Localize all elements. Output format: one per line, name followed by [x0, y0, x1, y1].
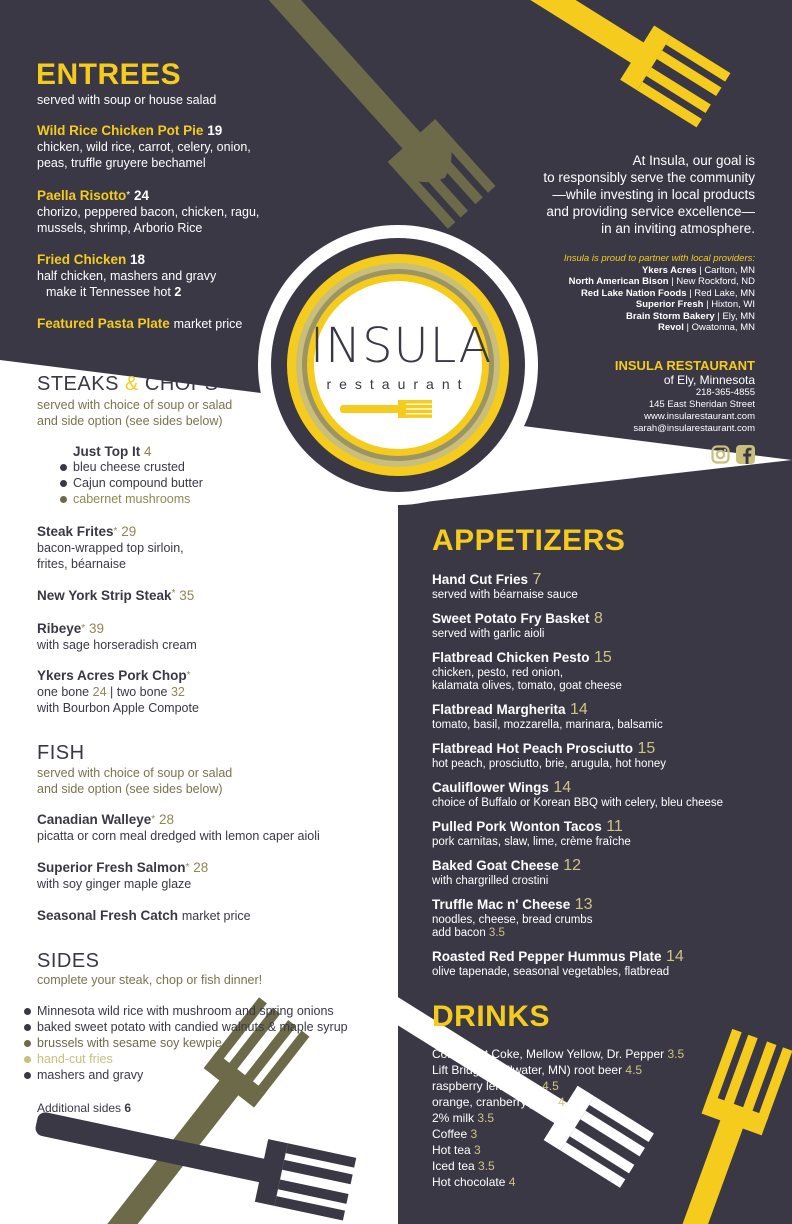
item-price: 29 — [121, 524, 137, 539]
partner-name: Ykers Acres — [641, 264, 697, 276]
side-label: hand-cut fries — [37, 1052, 113, 1066]
steak-item-ny-strip — [37, 588, 194, 603]
item-name: New York Strip Steak — [37, 588, 172, 603]
item-desc: with Bourbon Apple Compote — [37, 701, 199, 715]
item-desc: picatta or corn meal dredged with lemon caper aioli — [37, 829, 320, 843]
partners-list — [564, 253, 755, 334]
appetizer-item — [432, 896, 772, 948]
item-name: Flatbread Margherita — [432, 702, 566, 717]
separator: | — [683, 322, 692, 333]
item-price: 24 — [92, 685, 107, 699]
item-mark: * — [185, 862, 190, 873]
side-item — [24, 1020, 348, 1034]
drink-item — [432, 1094, 684, 1110]
restaurant-city: of Ely, Minnesota — [663, 373, 755, 387]
drink-price: 4 — [508, 1175, 516, 1189]
separator: | — [106, 685, 117, 699]
item-price: 8 — [594, 610, 603, 627]
item-desc: olive tapenade, seasonal vegetables, flatbread — [432, 966, 670, 978]
item-mark: * — [126, 190, 131, 201]
item-name: Ribeye — [37, 621, 82, 636]
item-desc: add bacon — [432, 927, 486, 939]
item-price: 32 — [170, 685, 185, 699]
topit-option — [60, 476, 203, 490]
drinks-title: DRINKS — [432, 1000, 551, 1033]
item-desc: choice of Buffalo or Korean BBQ with celery, bleu cheese — [432, 797, 724, 809]
mission-line: to responsibly serve the community — [543, 170, 755, 185]
option-label: Cajun compound butter — [73, 476, 203, 490]
option-label: cabernet mushrooms — [73, 492, 191, 506]
appetizer-item — [432, 948, 772, 987]
item-price: 15 — [637, 740, 656, 757]
item-desc: chicken, pesto, red onion, — [432, 667, 564, 679]
drink-price: 3.5 — [478, 1159, 495, 1173]
item-name: Wild Rice Chicken Pot Pie — [37, 123, 204, 138]
drink-price: 4.5 — [625, 1063, 643, 1077]
partner-name: Superior Fresh — [635, 299, 704, 310]
item-mark: * — [151, 814, 156, 825]
drink-item — [432, 1062, 684, 1078]
item-price: market price — [173, 317, 243, 331]
bullet-dot — [24, 1056, 31, 1063]
item-price: 14 — [553, 779, 572, 796]
title-part: CHOPS — [144, 373, 219, 395]
mission-line: —while investing in local products — [552, 187, 755, 202]
title-amp: & — [124, 373, 139, 395]
restaurant-name: INSULA RESTAURANT — [614, 358, 755, 373]
steak-item-ribeye — [37, 621, 197, 653]
side-label: brussels with sesame soy kewpie — [37, 1036, 222, 1050]
side-item — [24, 1068, 143, 1082]
side-item — [24, 1036, 222, 1050]
subtitle-line: and side option (see sides below) — [37, 782, 223, 796]
drink-name: Coke, Diet Coke, Mellow Yellow, Dr. Pepper — [432, 1047, 665, 1061]
drink-name: Coffee — [432, 1127, 468, 1141]
side-item — [24, 1004, 334, 1018]
item-price: 39 — [88, 621, 104, 636]
item-desc: tomato, basil, mozzarella, marinara, balsamic — [432, 719, 663, 731]
drink-name: 2% milk — [432, 1111, 475, 1125]
item-name: Featured Pasta Plate — [37, 316, 170, 331]
just-top-it — [73, 444, 152, 459]
sides-subtitle: complete your steak, chop or fish dinner! — [37, 973, 263, 987]
steak-item-frites — [37, 524, 184, 572]
bullet-dot — [24, 1008, 31, 1015]
separator: | — [668, 276, 677, 287]
appetizer-list — [432, 571, 772, 987]
side-label: Minnesota wild rice with mushroom and spring onions — [37, 1004, 334, 1018]
partner-place: Ely, MN — [722, 310, 755, 322]
separator: | — [686, 287, 695, 299]
partner-place: New Rockford, ND — [676, 276, 755, 287]
side-label: baked sweet potato with candied walnuts & maple syrup — [37, 1020, 348, 1034]
drink-price: 3.5 — [667, 1047, 685, 1061]
item-desc: two bone — [116, 685, 168, 699]
item-price: 3.5 — [488, 927, 505, 939]
item-desc: with sage horseradish cream — [37, 638, 197, 652]
entree-item-pasta — [37, 316, 242, 331]
drink-item — [432, 1126, 684, 1142]
item-name: Flatbread Hot Peach Prosciutto — [432, 741, 634, 756]
drink-item — [432, 1174, 684, 1190]
fish-item-salmon — [37, 860, 208, 892]
contact-block — [615, 358, 755, 435]
drink-item — [432, 1110, 684, 1126]
drink-name: raspberry lemonade — [432, 1079, 539, 1093]
steaks-title — [37, 373, 219, 396]
item-desc: with chargrilled crostini — [432, 875, 549, 887]
appetizer-item — [432, 740, 772, 779]
separator: | — [703, 299, 712, 310]
item-price: 11 — [606, 818, 623, 835]
item-name: Just Top It — [73, 444, 141, 459]
entree-item-fried-chicken — [37, 252, 216, 300]
bullet-dot — [60, 480, 67, 487]
appetizer-item — [432, 857, 772, 896]
item-price: 4 — [144, 444, 152, 459]
item-price: 2 — [174, 285, 182, 299]
item-name: Flatbread Chicken Pesto — [432, 650, 590, 665]
drink-item — [432, 1046, 684, 1062]
item-price: market price — [181, 909, 251, 923]
mission-line: At Insula, our goal is — [632, 153, 755, 168]
item-desc: make it Tennessee hot — [46, 285, 171, 299]
fish-subtitle — [37, 765, 232, 797]
partner-item — [564, 311, 755, 323]
partner-item — [564, 276, 755, 288]
separator: | — [696, 264, 705, 276]
item-desc: mussels, shrimp, Arborio Rice — [37, 221, 203, 235]
appetizer-item — [432, 779, 772, 818]
item-desc: hot peach, prosciutto, brie, arugula, hot honey — [432, 758, 666, 770]
item-desc: served with béarnaise sauce — [432, 589, 578, 601]
entree-item-paella — [37, 188, 259, 236]
partners-intro: Insula is proud to partner with local providers: — [563, 253, 755, 264]
partner-place: Owatonna, MN — [691, 322, 755, 333]
item-price: 35 — [179, 588, 195, 603]
item-price: 19 — [207, 123, 223, 138]
item-name: Baked Goat Cheese — [432, 858, 559, 873]
mission-line: in an inviting atmosphere. — [601, 221, 755, 236]
option-label: bleu cheese crusted — [73, 460, 185, 474]
item-mark: * — [186, 670, 191, 681]
instagram-icon[interactable] — [711, 445, 730, 464]
drink-item — [432, 1158, 684, 1174]
drink-name: Hot tea — [432, 1143, 471, 1157]
mission-line: and providing service excellence— — [546, 204, 755, 219]
mission-statement — [543, 152, 755, 237]
item-name: Fried Chicken — [37, 252, 127, 267]
appetizer-item — [432, 571, 772, 610]
item-price: 28 — [158, 812, 174, 827]
partner-name: Red Lake Nation Foods — [580, 287, 687, 299]
item-mark: * — [171, 588, 176, 599]
sides-title: SIDES — [37, 950, 100, 972]
address: 145 East Sheridan Street — [648, 399, 755, 410]
item-name: Truffle Mac n' Cheese — [432, 897, 571, 912]
item-price: 24 — [133, 188, 149, 203]
entrees-title: ENTREES — [36, 58, 182, 91]
item-price: 14 — [666, 948, 684, 965]
item-price: 13 — [574, 896, 593, 913]
partner-name: Revol — [658, 322, 684, 333]
item-name: Canadian Walleye — [37, 812, 152, 827]
steaks-subtitle — [37, 397, 232, 429]
email-link[interactable]: sarah@insularestaurant.com — [633, 423, 755, 434]
item-name: Cauliflower Wings — [432, 780, 549, 795]
drink-price: 4.5 — [542, 1079, 559, 1093]
item-mark: * — [81, 623, 86, 634]
topit-option — [60, 492, 190, 506]
item-name: Paella Risotto — [37, 188, 127, 203]
partner-place: Red Lake, MN — [694, 287, 755, 299]
fish-item-walleye — [37, 812, 320, 844]
drink-price: 3 — [470, 1127, 478, 1141]
side-label: mashers and gravy — [37, 1068, 144, 1082]
fish-title: FISH — [37, 742, 85, 764]
partner-item — [564, 265, 755, 277]
item-desc: one bone — [37, 685, 90, 699]
bullet-dot — [60, 496, 67, 503]
drink-name: Hot chocolate — [432, 1175, 506, 1189]
partner-item — [564, 299, 755, 311]
item-price: 14 — [569, 701, 588, 718]
item-desc: served with garlic aioli — [432, 628, 545, 640]
entrees-subtitle: served with soup or house salad — [37, 93, 217, 107]
topit-option — [60, 460, 185, 474]
partner-name: Brain Storm Bakery — [626, 310, 715, 322]
drink-name: Iced tea — [432, 1159, 475, 1173]
additional-sides — [37, 1101, 131, 1115]
item-desc: noodles, cheese, bread crumbs — [432, 914, 593, 926]
subtitle-line: and side option (see sides below) — [37, 414, 223, 428]
drinks-list — [432, 1046, 684, 1190]
drink-item — [432, 1142, 684, 1158]
entree-item-pot-pie — [37, 123, 251, 171]
side-item — [24, 1052, 113, 1066]
facebook-icon[interactable] — [736, 445, 755, 464]
partner-item — [564, 322, 755, 334]
item-desc: frites, béarnaise — [37, 557, 126, 571]
phone: 218-365-4855 — [695, 387, 755, 398]
item-price: 18 — [130, 252, 146, 267]
item-name: Steak Frites — [37, 524, 114, 539]
drink-price: 3 — [474, 1143, 481, 1157]
item-name: Pulled Pork Wonton Tacos — [432, 819, 602, 834]
item-desc: chicken, wild rice, carrot, celery, onion, — [37, 140, 251, 154]
steak-item-pork-chop — [37, 668, 199, 716]
drink-price: 4 — [558, 1095, 565, 1109]
bullet-dot — [24, 1072, 31, 1079]
partner-item — [564, 288, 755, 300]
item-desc: pork carnitas, slaw, lime, crème fraîche — [432, 836, 631, 848]
partner-name: North American Bison — [568, 276, 669, 287]
drink-name: orange, cranberry juice — [432, 1095, 555, 1109]
additional-price: 6 — [124, 1101, 132, 1115]
item-name: Sweet Potato Fry Basket — [432, 611, 590, 626]
subtitle-line: served with choice of soup or salad — [37, 398, 233, 412]
item-price: 28 — [193, 860, 209, 875]
title-part: STEAKS — [37, 373, 119, 395]
item-name: Roasted Red Pepper Hummus Plate — [432, 949, 662, 964]
item-desc: kalamata olives, tomato, goat cheese — [432, 680, 622, 692]
drink-price: 3.5 — [477, 1111, 495, 1125]
item-name: Superior Fresh Salmon — [37, 860, 186, 875]
item-mark: * — [113, 526, 118, 537]
logo-tagline: restaurant — [326, 376, 470, 392]
drink-name: Lift Bridge (Stillwater, MN) root beer — [432, 1063, 623, 1077]
appetizer-item — [432, 610, 772, 649]
appetizer-item — [432, 701, 772, 740]
subtitle-line: served with choice of soup or salad — [37, 766, 233, 780]
item-desc: chorizo, peppered bacon, chicken, ragu, — [37, 205, 260, 219]
website-link[interactable]: www.insularestaurant.com — [644, 411, 755, 422]
fish-item-catch — [37, 908, 251, 923]
item-price: 7 — [532, 571, 542, 588]
item-name: Hand Cut Fries — [432, 572, 529, 587]
item-name: Ykers Acres Pork Chop — [37, 668, 187, 683]
drink-item — [432, 1078, 684, 1094]
appetizers-title: APPETIZERS — [432, 524, 626, 557]
item-desc: peas, truffle gruyere bechamel — [37, 156, 206, 170]
appetizer-item — [432, 818, 772, 857]
separator: | — [714, 310, 723, 322]
appetizer-item — [432, 649, 772, 701]
logo-name: INSULA — [310, 318, 493, 374]
item-price: 12 — [563, 857, 582, 874]
partner-place: Carlton, MN — [704, 264, 755, 276]
item-price: 15 — [594, 649, 612, 666]
item-desc: half chicken, mashers and gravy — [37, 269, 217, 283]
additional-label: Additional sides — [37, 1101, 122, 1115]
item-desc: with soy ginger maple glaze — [37, 877, 192, 891]
item-desc: bacon-wrapped top sirloin, — [37, 541, 184, 555]
bullet-dot — [24, 1024, 31, 1031]
partner-place: Hixton, WI — [711, 299, 755, 310]
item-name: Seasonal Fresh Catch — [37, 908, 179, 923]
bullet-dot — [60, 464, 67, 471]
bullet-dot — [24, 1040, 31, 1047]
